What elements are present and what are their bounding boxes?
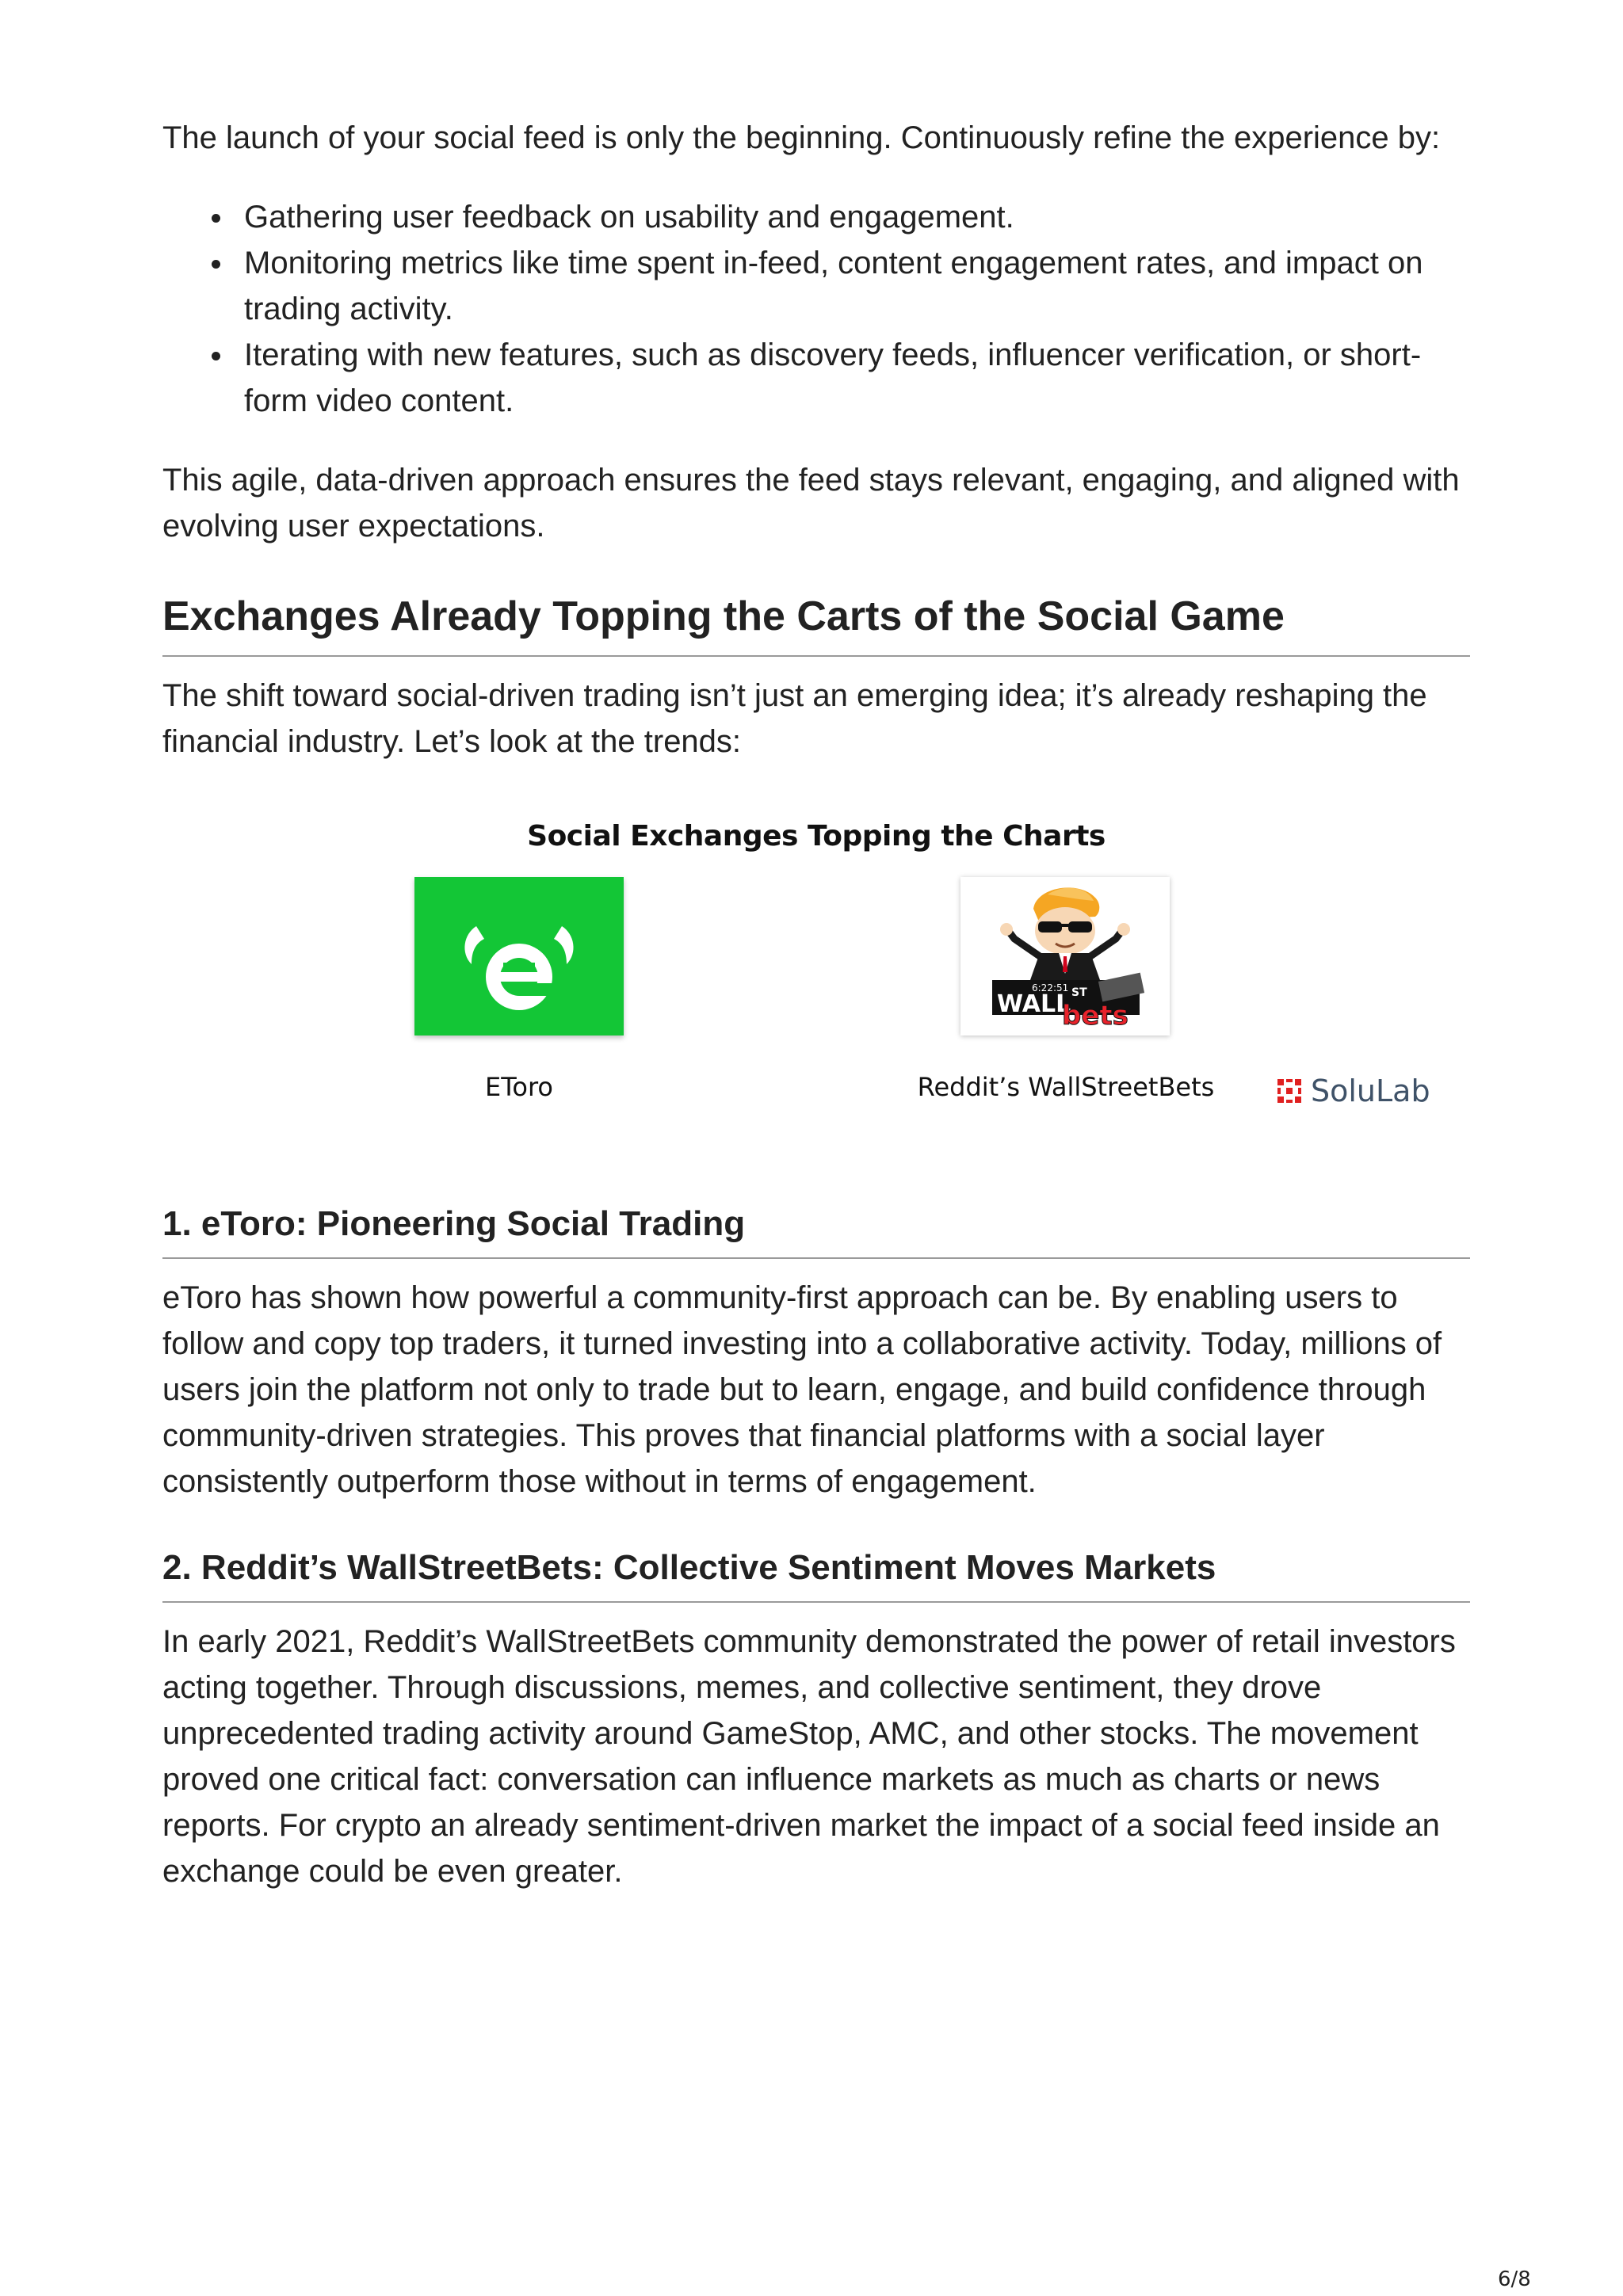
wsb-paragraph: In early 2021, Reddit’s WallStreetBets community demonstrated the power of retail investors acting together. Through discussions, memes, and collective sentiment, they drove unprecedented trading activity around GameStop, AMC, and other stocks. The movement proved one critical fact: conversation can influence markets as much as charts or news reports. For crypto an already sentiment-driven market the impact of a social feed inside an exchange could be even greater.: [162, 1624, 1456, 1889]
list-item: Gathering user feedback on usability and engagement.: [162, 194, 1470, 240]
wsb-mascot-icon: [960, 877, 1170, 1035]
wsb-st-text: ST: [1071, 986, 1087, 999]
page-number: 6/8: [1498, 2267, 1531, 2291]
section-paragraph: The shift toward social-driven trading isn’t just an emerging idea; it’s already reshaping the financial industry. Let’s look at the trends:: [162, 678, 1427, 759]
wallstreetbets-logo: [960, 877, 1170, 1035]
intro-paragraph: The launch of your social feed is only the beginning. Continuously refine the experience by:: [162, 120, 1441, 155]
etoro-bull-icon: [414, 877, 624, 1035]
wsb-caption: Reddit’s WallStreetBets: [917, 1072, 1215, 1102]
etoro-logo: [414, 877, 624, 1035]
wsb-wall-text: WALL: [997, 990, 1071, 1018]
solulab-text: SoluLab: [1311, 1074, 1430, 1108]
etoro-heading: 1. eToro: Pioneering Social Trading: [162, 1200, 1470, 1259]
list-item: Iterating with new features, such as discovery feeds, influencer verification, or short-form video content.: [162, 332, 1470, 424]
closing-paragraph: This agile, data-driven approach ensures the feed stays relevant, engaging, and aligned with evolving user expectations.: [162, 463, 1460, 543]
article-content: [162, 115, 1470, 1894]
list-item: Monitoring metrics like time spent in-feed, content engagement rates, and impact on trading activity.: [162, 240, 1470, 332]
refinement-list: [162, 194, 1470, 424]
wsb-bets-text: bets: [1062, 1000, 1128, 1032]
solulab-logo-icon: [1276, 1077, 1303, 1104]
etoro-paragraph: eToro has shown how powerful a community-first approach can be. By enabling users to follow and copy top traders, it turned investing into a collaborative activity. Today, millions of users join the platform not only to trade but to learn, engage, and build confidence through community-driven strategies. This proves that financial platforms with a social layer consistently outperform those without in terms of engagement.: [162, 1280, 1442, 1499]
solulab-brand: [1276, 1074, 1430, 1108]
wsb-ticker-text: 6:22:51: [1032, 982, 1069, 994]
figure-title: Social Exchanges Topping the Charts: [527, 820, 1106, 852]
etoro-caption: EToro: [485, 1072, 553, 1102]
social-exchanges-figure: [162, 788, 1470, 1161]
wsb-heading: 2. Reddit’s WallStreetBets: Collective Sentiment Moves Markets: [162, 1544, 1470, 1603]
section-heading: Exchanges Already Topping the Carts of the Social Game: [162, 589, 1470, 657]
